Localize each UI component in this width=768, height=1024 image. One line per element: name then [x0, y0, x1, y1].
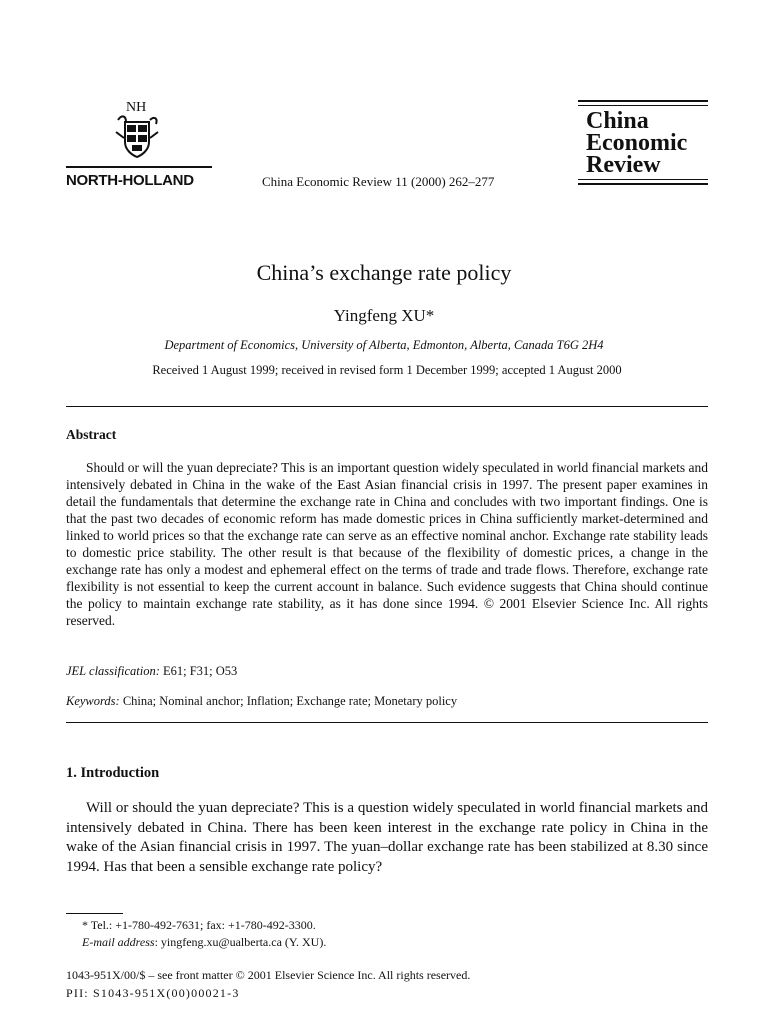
jel-value: E61; F31; O53 — [159, 664, 238, 678]
abstract-text: Should or will the yuan depreciate? This is an important question widely speculated in world financial markets and intensively debated in China in the wake of the East Asian financial crisis in 1997. The present paper examines in detail the fundamentals that determine the exchange rate in China and concludes with two important findings. One is that the past two decades of economic reform has made domestic prices in China sufficiently market-determined and linked to world prices so that the exchange rate can serve as an effective nominal anchor. Exchange rate stability leads to domestic price stability. The other result is that because of the flexibility of domestic prices, a change in the exchange rate has only a modest and ephemeral effect on the terms of trade and trade flows. Therefore, exchange rate flexibility is not essential to keep the current account in balance. Such evidence suggests that China should continue the policy to maintain exchange rate stability, as it has done since 1994. © 2001 Elsevier Science Inc. All rights reserved. — [66, 460, 708, 628]
publisher-name: NORTH-HOLLAND — [66, 172, 194, 189]
pii-identifier: PII: S1043-951X(00)00021-3 — [66, 986, 240, 1000]
abstract-heading: Abstract — [66, 427, 117, 442]
publisher-emblem-icon — [112, 98, 162, 160]
keywords — [66, 694, 457, 709]
keywords-value: China; Nominal anchor; Inflation; Exchange rate; Monetary policy — [119, 694, 458, 708]
masthead-rule — [578, 183, 708, 185]
front-matter-notice: 1043-951X/00/$ – see front matter © 2001 Elsevier Science Inc. All rights reserved. — [66, 968, 471, 982]
journal-name-line: China — [586, 108, 649, 134]
footnote-rule — [66, 913, 123, 914]
jel-classification — [66, 664, 237, 679]
journal-name — [586, 110, 687, 176]
footnote-email — [82, 935, 326, 950]
journal-name-line: Economic — [586, 130, 688, 156]
journal-citation: China Economic Review 11 (2000) 262–277 — [262, 174, 495, 189]
section-divider — [66, 406, 708, 407]
jel-label: JEL classification: — [66, 664, 160, 678]
introduction-heading: 1. Introduction — [66, 765, 160, 781]
email-label: E-mail address — [82, 935, 155, 949]
footnote-contact: * Tel.: +1-780-492-7631; fax: +1-780-492-3300. — [82, 918, 316, 932]
journal-name-line: Review — [586, 152, 661, 178]
keywords-label: Keywords: — [66, 694, 120, 708]
logo-monogram: NH — [126, 100, 147, 115]
masthead-rule — [578, 105, 708, 106]
article-title: China’s exchange rate policy — [256, 260, 512, 285]
received-dates: Received 1 August 1999; received in revised form 1 December 1999; accepted 1 August 2000 — [152, 363, 622, 377]
author-affiliation: Department of Economics, University of Alberta, Edmonton, Alberta, Canada T6G 2H4 — [164, 338, 604, 352]
section-divider — [66, 722, 708, 723]
email-value: : yingfeng.xu@ualberta.ca (Y. XU). — [154, 935, 327, 949]
masthead-rule — [578, 179, 708, 180]
masthead-rule — [578, 100, 708, 102]
article-author: Yingfeng XU* — [333, 306, 435, 325]
introduction-text: Will or should the yuan depreciate? This is a question widely speculated in world financial markets and intensively debated in China. There has been keen interest in the exchange rate policy in China in the wake of the Asian financial crisis in 1997. The yuan–dollar exchange rate has been stabilized at 8.30 since 1994. Has that been a sensible exchange rate policy? — [66, 800, 708, 875]
publisher-rule — [66, 166, 212, 168]
